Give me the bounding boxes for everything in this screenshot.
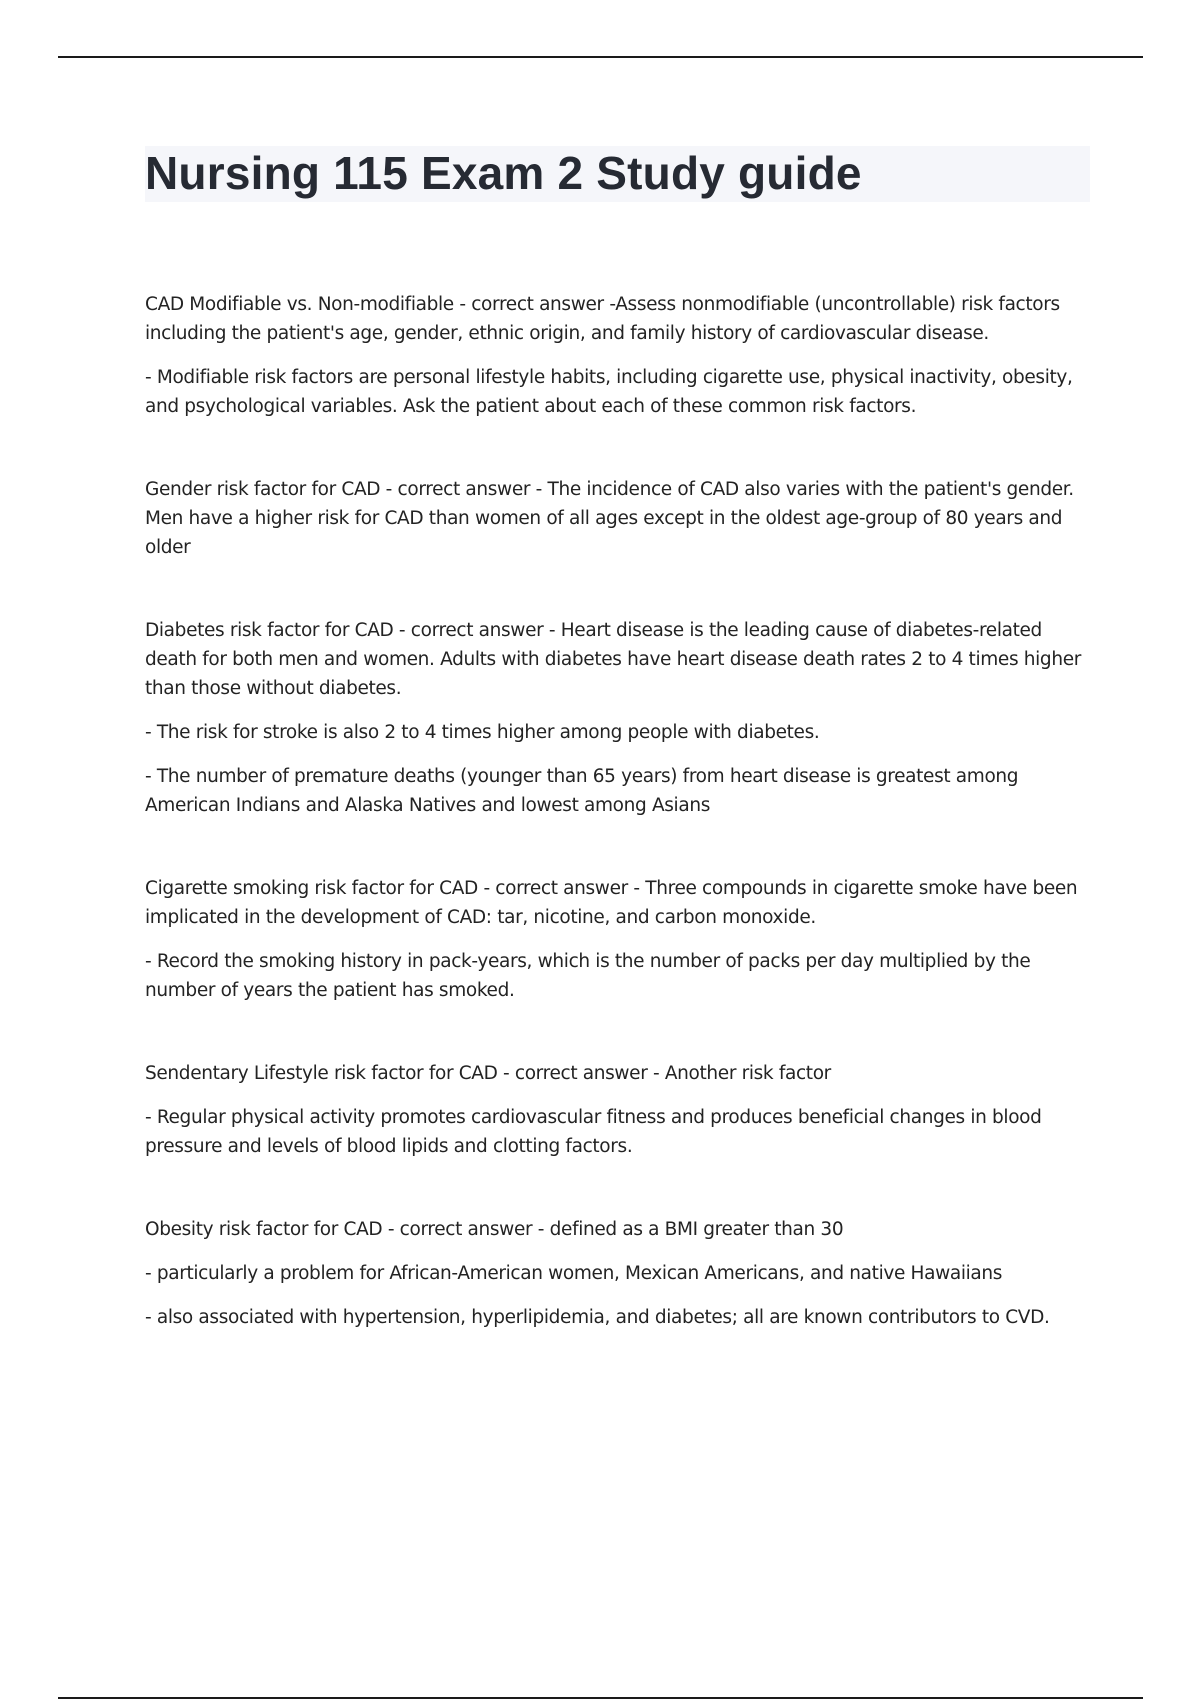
bottom-rule (58, 1697, 1143, 1699)
entry-paragraph: Diabetes risk factor for CAD - correct answer - Heart disease is the leading cause of diabetes-related death for both men and women. Adults with diabetes have heart disease death rates 2 to 4 times higher than those without diabetes. (145, 620, 1081, 699)
entry-paragraph: Gender risk factor for CAD - correct answer - The incidence of CAD also varies with the patient's gender. Men have a higher risk for CAD than women of all ages except in the oldest age-group of 80 years and older (145, 479, 1074, 558)
entry-paragraph: - Modifiable risk factors are personal lifestyle habits, including cigarette use, physical inactivity, obesity, and psychological variables. Ask the patient about each of these common risk factors. (145, 367, 1073, 417)
study-guide-content (145, 290, 1090, 1386)
entry-diabetes-risk (145, 616, 1090, 820)
entry-paragraph: Obesity risk factor for CAD - correct answer - defined as a BMI greater than 30 (145, 1219, 844, 1240)
entry-paragraph: CAD Modifiable vs. Non-modifiable - correct answer -Assess nonmodifiable (uncontrollable) risk factors including the patient's age, gender, ethnic origin, and family history of cardiovascular disease. (145, 294, 1060, 344)
entry-sedentary-risk (145, 1059, 1090, 1161)
entry-cad-modifiable (145, 290, 1090, 421)
entry-paragraph: - Record the smoking history in pack-years, which is the number of packs per day multiplied by the number of years the patient has smoked. (145, 951, 1031, 1001)
entry-smoking-risk (145, 874, 1090, 1005)
entry-paragraph: Cigarette smoking risk factor for CAD - correct answer - Three compounds in cigarette smoke have been implicated in the development of CAD: tar, nicotine, and carbon monoxide. (145, 878, 1078, 928)
entry-paragraph: - particularly a problem for African-American women, Mexican Americans, and native Hawaiians (145, 1263, 1003, 1284)
entry-gender-risk (145, 475, 1090, 562)
entry-paragraph: - also associated with hypertension, hyperlipidemia, and diabetes; all are known contributors to CVD. (145, 1307, 1050, 1328)
entry-paragraph: - Regular physical activity promotes cardiovascular fitness and produces beneficial changes in blood pressure and levels of blood lipids and clotting factors. (145, 1107, 1042, 1157)
top-rule (58, 56, 1143, 58)
entry-paragraph: Sendentary Lifestyle risk factor for CAD - correct answer - Another risk factor (145, 1063, 831, 1084)
entry-obesity-risk (145, 1215, 1090, 1332)
entry-paragraph: - The number of premature deaths (younger than 65 years) from heart disease is greatest among American Indians and Alaska Natives and lowest among Asians (145, 766, 1019, 816)
entry-paragraph: - The risk for stroke is also 2 to 4 times higher among people with diabetes. (145, 722, 820, 743)
page-title: Nursing 115 Exam 2 Study guide (145, 147, 862, 199)
